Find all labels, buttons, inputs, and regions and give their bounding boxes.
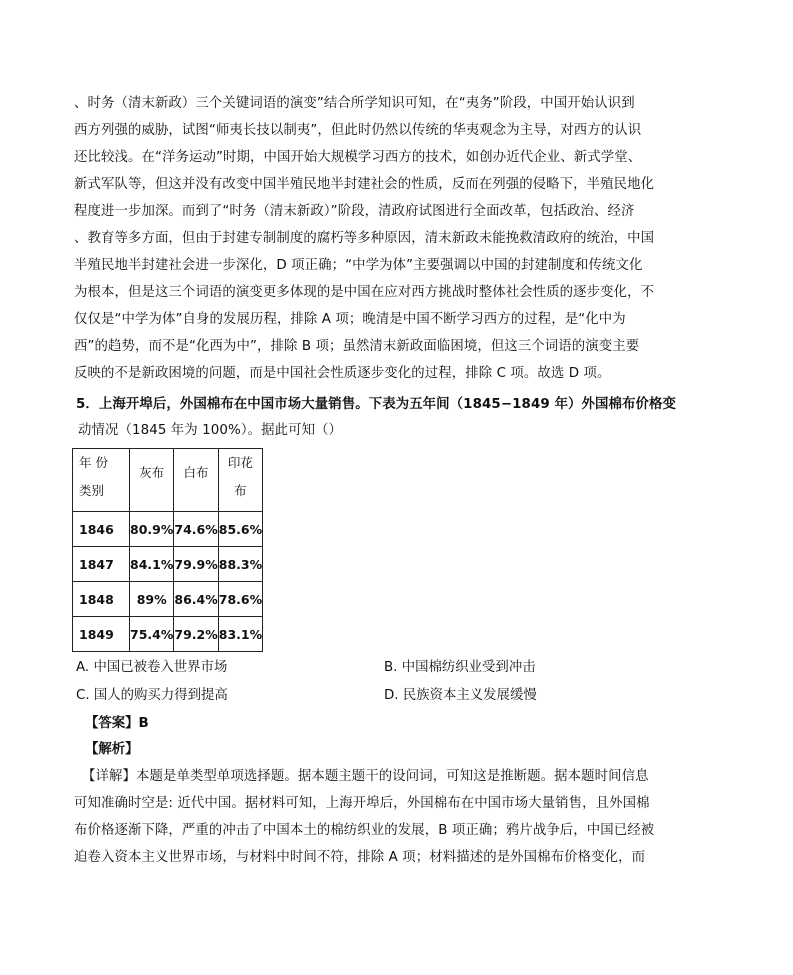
table-row — [73, 617, 263, 652]
year-cell: 1846 — [73, 512, 130, 547]
paragraph-line: 、时务（清末新政）三个关键词语的演变”结合所学知识可知，在“夷务”阶段，中国开始认识到 — [74, 96, 635, 111]
column-header — [218, 449, 262, 512]
table-row — [73, 547, 263, 582]
value-cell: 88.3% — [218, 547, 262, 582]
column-header: 灰布 — [130, 449, 174, 512]
paragraph-line: 反映的不是新政困境的问题，而是中国社会性质逐步变化的过程，排除 C 项。故选 D 项。 — [74, 366, 611, 381]
detail-line: 【详解】本题是单类型单项选择题。据本题主题干的设问词，可知这是推断题。据本题时间信息 — [82, 769, 649, 784]
year-cell: 1849 — [73, 617, 130, 652]
paragraph-line: 半殖民地半封建社会进一步深化，D 项正确；“中学为体”主要强调以中国的封建制度和传统文化 — [74, 258, 643, 273]
answer-label: 【答案】B — [85, 716, 149, 731]
detail-line: 布价格逐渐下降，严重的冲击了中国本土的棉纺织业的发展，B 项正确；鸦片战争后，中国已经被 — [74, 823, 655, 838]
table-corner-cell — [73, 449, 130, 512]
option-c: C. 国人的购买力得到提高 — [76, 688, 228, 703]
paragraph-line: 还比较浅。在“洋务运动”时期，中国开始大规模学习西方的技术，如创办近代企业、新式学堂、 — [74, 150, 642, 165]
value-cell: 86.4% — [174, 582, 218, 617]
table-header-row — [73, 449, 263, 512]
question-stem-line: 动情况（1845 年为 100%）。据此可知（） — [78, 423, 343, 438]
detail-line: 迫卷入资本主义世界市场，与材料中时间不符，排除 A 项；材料描述的是外国棉布价格变化，而 — [74, 850, 646, 865]
table-row — [73, 512, 263, 547]
value-cell: 80.9% — [130, 512, 174, 547]
paragraph-line: 西”的趋势，而不是“化西为中”，排除 B 项；虽然清末新政面临困境，但这三个词语的演变主要 — [74, 339, 640, 354]
corner-year-label: 年 份 — [79, 455, 108, 470]
value-cell: 79.2% — [174, 617, 218, 652]
column-header-line: 布 — [234, 483, 247, 498]
value-cell: 79.9% — [174, 547, 218, 582]
paragraph-line: 、教育等多方面，但由于封建专制制度的腐朽等多种原因，清末新政未能挽救清政府的统治，中国 — [74, 231, 655, 246]
option-d: D. 民族资本主义发展缓慢 — [384, 688, 537, 703]
value-cell: 75.4% — [130, 617, 174, 652]
price-table — [72, 448, 263, 652]
option-a: A. 中国已被卷入世界市场 — [76, 660, 228, 675]
paragraph-line: 程度进一步加深。而到了“时务（清末新政）”阶段，清政府试图进行全面改革，包括政治、经济 — [74, 204, 635, 219]
paragraph-line: 新式军队等，但这并没有改变中国半殖民地半封建社会的性质，反而在列强的侵略下，半殖民地化 — [74, 177, 655, 192]
column-header-line: 印花 — [227, 455, 253, 470]
value-cell: 83.1% — [218, 617, 262, 652]
option-b: B. 中国棉纺织业受到冲击 — [384, 660, 536, 675]
question-stem-line: 5．上海开埠后，外国棉布在中国市场大量销售。下表为五年间（1845−1849 年）外国棉布价格变 — [76, 397, 676, 412]
paragraph-line: 仅仅是“中学为体”自身的发展历程，排除 A 项；晚清是中国不断学习西方的过程，是“化中为 — [74, 312, 626, 327]
value-cell: 89% — [130, 582, 174, 617]
table-row — [73, 582, 263, 617]
year-cell: 1848 — [73, 582, 130, 617]
analysis-label: 【解析】 — [85, 742, 139, 757]
value-cell: 78.6% — [218, 582, 262, 617]
corner-category-label: 类别 — [79, 483, 105, 498]
column-header: 白布 — [174, 449, 218, 512]
value-cell: 84.1% — [130, 547, 174, 582]
value-cell: 74.6% — [174, 512, 218, 547]
detail-line: 可知准确时空是: 近代中国。据材料可知，上海开埠后，外国棉布在中国市场大量销售，且外国棉 — [74, 796, 650, 811]
paragraph-line: 西方列强的威胁，试图“师夷长技以制夷”，但此时仍然以传统的华夷观念为主导，对西方的认识 — [74, 123, 642, 138]
value-cell: 85.6% — [218, 512, 262, 547]
paragraph-line: 为根本，但是这三个词语的演变更多体现的是中国在应对西方挑战时整体社会性质的逐步变化，不 — [74, 285, 655, 300]
year-cell: 1847 — [73, 547, 130, 582]
